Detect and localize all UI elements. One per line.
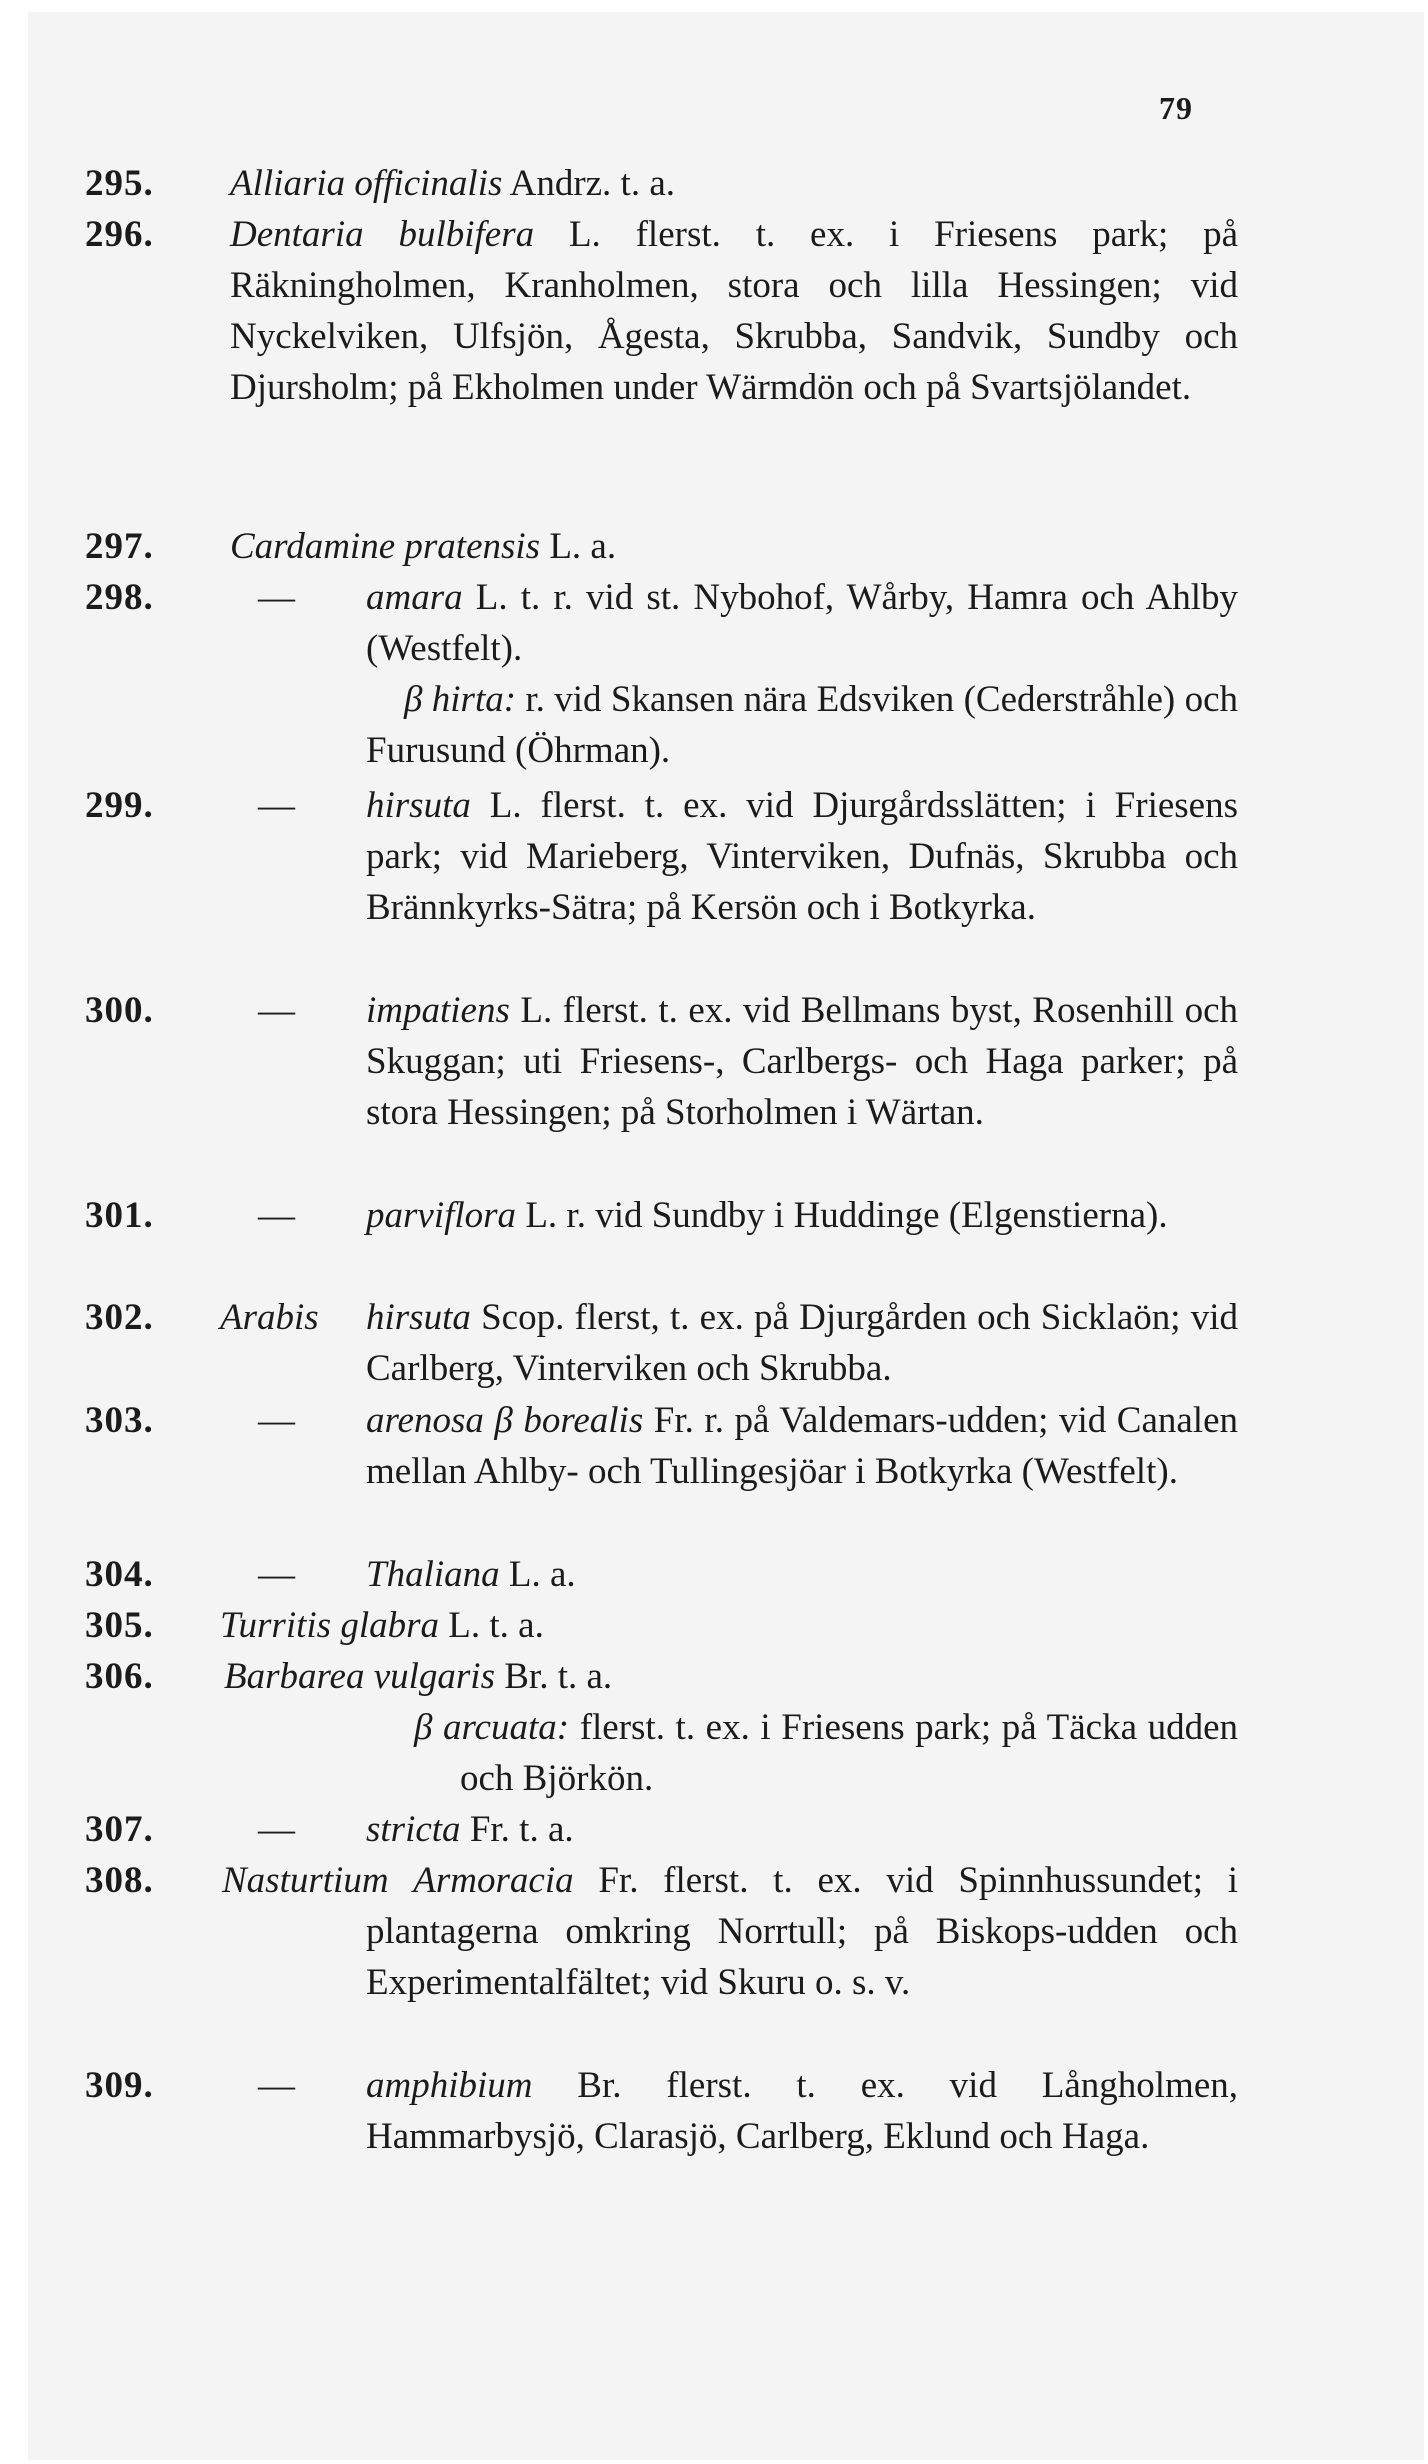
entry-text: Fr. flerst. t. ex. vid Spinnhussundet; i plantagerna omkring Norrtull; på Biskops-udden och Experimentalfältet; vid Skuru o. s. v.: [366, 1860, 1239, 2003]
species-name: bulbifera: [398, 214, 535, 255]
variety-marker: β: [404, 679, 423, 720]
species-name: amphibium: [366, 2065, 533, 2106]
entry-text: r. vid Skansen nära Edsviken (Cederstråhle) och Furusund (Öhrman).: [366, 679, 1238, 771]
entry-number: 308.: [85, 1860, 154, 1901]
ditto-dash: —: [258, 990, 295, 1031]
entry-text: L. t. a.: [448, 1605, 544, 1646]
genus-name: Alliaria: [230, 163, 346, 204]
ditto-dash: —: [258, 785, 295, 826]
species-name: arcuata:: [443, 1707, 570, 1748]
genus-name: Dentaria: [230, 214, 364, 255]
entry-number: 299.: [85, 785, 154, 826]
species-name: officinalis: [354, 163, 503, 204]
ditto-dash: —: [258, 577, 295, 618]
entry-text: flerst. t. ex. i Friesens park; på Täcka udden och Björkön.: [460, 1707, 1239, 1799]
entry-number: 302.: [85, 1297, 154, 1338]
species-name: vulgaris: [373, 1656, 495, 1697]
ditto-dash: —: [258, 1400, 295, 1441]
species-name: stricta: [366, 1809, 461, 1850]
entry-number: 297.: [85, 526, 154, 567]
entry-text: Br. t. a.: [504, 1656, 613, 1697]
species-name: amara: [366, 577, 463, 618]
genus-name: Arabis: [220, 1297, 319, 1338]
entry-number: 298.: [85, 577, 154, 618]
species-name: parviflora: [366, 1195, 517, 1236]
entry-text: L. t. r. vid st. Nybohof, Wårby, Hamra och Ahlby (Westfelt).: [366, 577, 1238, 669]
species-name: impatiens: [366, 990, 510, 1031]
variety-marker: β: [414, 1707, 433, 1748]
entry-text: L. a.: [549, 526, 617, 567]
species-name: hirsuta: [366, 785, 471, 826]
entry-number: 309.: [85, 2065, 154, 2106]
entry-text: Fr. t. a.: [469, 1809, 574, 1850]
entry-text: L. flerst. t. ex. vid Bellmans byst, Rosenhill och Skuggan; uti Friesens-, Carlbergs- och Haga parker; på stora Hessingen; på Storholmen i Wärtan.: [366, 990, 1238, 1133]
entry-number: 307.: [85, 1809, 154, 1850]
entry-text: Scop. flerst, t. ex. på Djurgården och Sicklaön; vid Carlberg, Vinterviken och Skrubba.: [366, 1297, 1239, 1389]
species-name: Thaliana: [366, 1554, 500, 1595]
species-name: glabra: [340, 1605, 440, 1646]
species-name: arenosa β borealis: [366, 1400, 644, 1441]
ditto-dash: —: [258, 2065, 295, 2106]
entry-number: 301.: [85, 1195, 154, 1236]
entry-text: L. flerst. t. ex. vid Djurgårdsslätten; i Friesens park; vid Marieberg, Vinterviken, Dufnäs, Skrubba och Brännkyrks-Sätra; på Kersön och i Botkyrka.: [366, 785, 1239, 928]
ditto-dash: —: [258, 1195, 295, 1236]
entry-number: 300.: [85, 990, 154, 1031]
entry-text: L. flerst. t. ex. i Friesens park; på Räkningholmen, Kranholmen, stora och lilla Hessingen; vid Nyckelviken, Ulfsjön, Ågesta, Skrubba, Sandvik, Sundby och Djursholm; på Ekholmen under Wärmdön och på Svartsjölandet.: [230, 214, 1239, 408]
entry-text: Br. flerst. t. ex. vid Långholmen, Hammarbysjö, Clarasjö, Carlberg, Eklund och Haga.: [366, 2065, 1238, 2157]
species-name: Armoracia: [413, 1860, 574, 1901]
genus-name: Barbarea: [224, 1656, 365, 1697]
entry-text: L. r. vid Sundby i Huddinge (Elgenstierna).: [525, 1195, 1168, 1236]
entry-number: 306.: [85, 1656, 154, 1697]
genus-name: Turritis: [220, 1605, 332, 1646]
entry-number: 304.: [85, 1554, 154, 1595]
entry-text: Andrz. t. a.: [509, 163, 676, 204]
entry-number: 295.: [85, 163, 154, 204]
entry-number: 296.: [85, 214, 154, 255]
book-page: [28, 12, 1424, 2460]
page-number: 79: [1159, 90, 1193, 126]
species-name: hirta:: [431, 679, 517, 720]
entry-number: 303.: [85, 1400, 154, 1441]
ditto-dash: —: [258, 1809, 295, 1850]
species-name: hirsuta: [366, 1297, 471, 1338]
entry-number: 305.: [85, 1605, 154, 1646]
ditto-dash: —: [258, 1554, 295, 1595]
entry-text: Fr. r. på Valdemars-udden; vid Canalen mellan Ahlby- och Tullingesjöar i Botkyrka (Westfelt).: [366, 1400, 1239, 1492]
entry-text: L. a.: [508, 1554, 576, 1595]
species-name: pratensis: [404, 526, 541, 567]
genus-name: Cardamine: [230, 526, 396, 567]
genus-name: Nasturtium: [222, 1860, 389, 1901]
